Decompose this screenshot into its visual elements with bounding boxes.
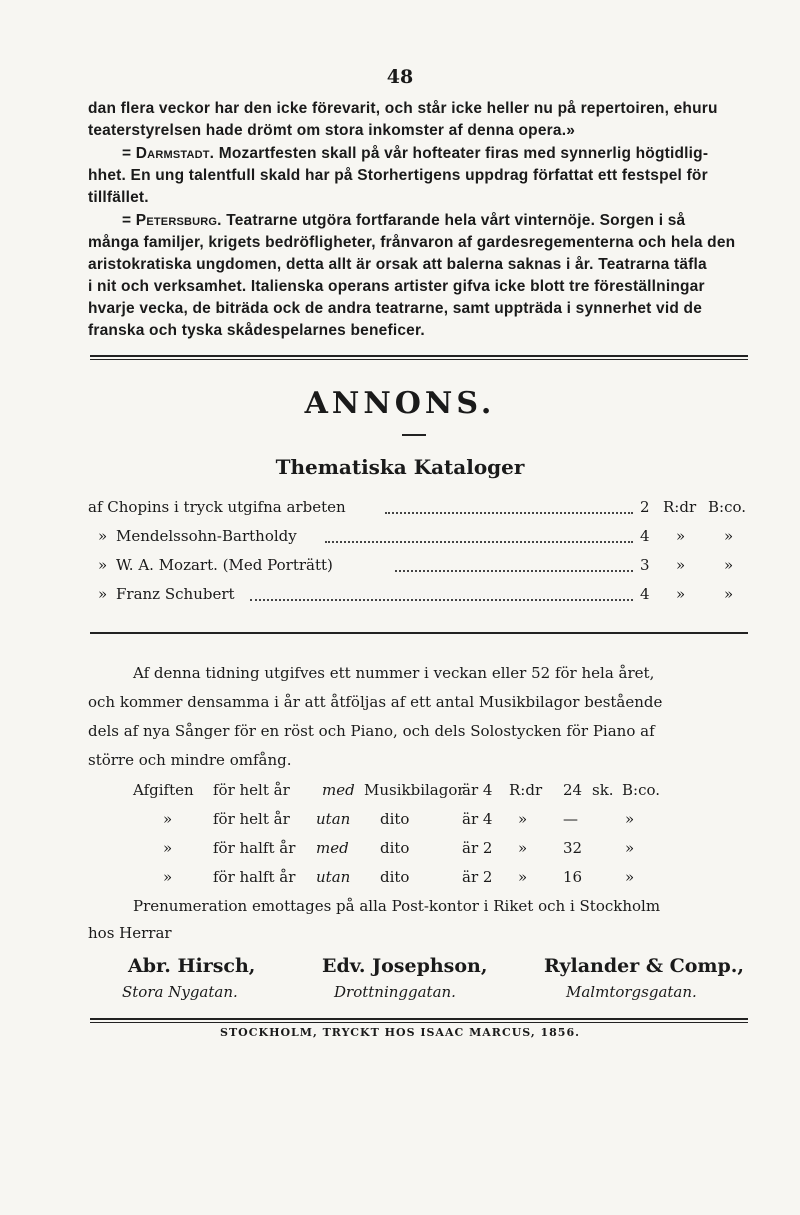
fee-desc: för helt år (213, 781, 290, 799)
divider (90, 1018, 748, 1020)
catalog-name: Chopins i tryck utgifna arbeten (107, 498, 346, 516)
fee-ar: är 2 (462, 839, 493, 857)
petersburg-text: Teatrarne utgöra fortfarande hela vårt vinternöje. Sorgen i så (226, 212, 686, 229)
imprint: STOCKHOLM, TRYCKT HOS ISAAC MARCUS, 1856. (220, 1026, 580, 1039)
prenumeration-line: hos Herrar (88, 924, 172, 942)
fee-ar: är 2 (462, 868, 493, 886)
catalog-prefix: » (98, 556, 108, 574)
fee-unit: » (518, 868, 528, 886)
catalog-currency: B:co. (708, 498, 747, 516)
seller-name: Abr. Hirsch, (128, 955, 256, 977)
news-line: franska och tyska skådespelarnes beneficer. (88, 322, 425, 339)
fee-lead: » (163, 839, 173, 857)
leader-dots (385, 512, 633, 514)
subscription-line: dels af nya Sånger för en röst och Piano, och dels Solostycken för Piano af (88, 722, 655, 740)
catalog-currency: » (724, 585, 734, 603)
fee-amount: 32 (563, 839, 583, 857)
fee-desc-modifier: med (322, 781, 355, 799)
page-number: 48 (386, 66, 414, 88)
place-darmstadt: Darmstadt. (135, 145, 215, 162)
divider (90, 355, 748, 357)
catalog-unit: » (676, 527, 686, 545)
catalog-unit: » (676, 585, 686, 603)
fee-desc-item: dito (380, 839, 410, 857)
dash: = (122, 212, 132, 229)
divider (90, 359, 748, 360)
fee-amount: — (563, 810, 578, 828)
dash: = (122, 145, 132, 162)
seller-street: Drottninggatan. (334, 983, 456, 1001)
fee-desc-modifier: utan (316, 868, 351, 886)
subscription-line: större och mindre omfång. (88, 751, 292, 769)
fee-amount-unit: sk. (592, 781, 614, 799)
fee-desc-modifier: med (316, 839, 349, 857)
news-line: teaterstyrelsen hade drömt om stora inkomster af denna opera.» (88, 122, 576, 139)
annons-subtitle: Thematiska Kataloger (275, 455, 525, 479)
news-petersburg (122, 212, 685, 230)
prenumeration-line: Prenumeration emottages på alla Post-kontor i Riket och i Stockholm (133, 897, 661, 915)
catalog-price: 4 (640, 527, 650, 545)
catalog-currency: » (724, 556, 734, 574)
fee-unit: » (518, 810, 528, 828)
catalog-name: Mendelssohn-Bartholdy (116, 527, 297, 545)
darmstadt-text: Mozartfesten skall på vår hofteater firas med synnerlig högtidlig- (218, 145, 709, 162)
catalog-prefix: » (98, 527, 108, 545)
fee-currency: » (625, 810, 635, 828)
news-line: aristokratiska ungdomen, detta allt är orsak att balerna saknas i år. Teatrarna täfla (88, 256, 707, 273)
catalog-name: Franz Schubert (116, 585, 235, 603)
fee-unit: » (518, 839, 528, 857)
news-line: hvarje vecka, de biträda ock de andra teatrarne, samt uppträda i synnerhet vid de (88, 300, 703, 317)
news-line: i nit och verksamhet. Italienska operans artister gifva icke blott tre föreställningar (88, 278, 705, 295)
fee-lead: » (163, 810, 173, 828)
fee-lead: » (163, 868, 173, 886)
seller-street: Stora Nygatan. (122, 983, 238, 1001)
fee-desc-modifier: utan (316, 810, 351, 828)
fee-desc: för halft år (213, 868, 296, 886)
catalog-unit: » (676, 556, 686, 574)
seller-name: Edv. Josephson, (322, 955, 488, 977)
fee-unit: R:dr (509, 781, 543, 799)
leader-dots (325, 541, 633, 543)
leader-dots (250, 599, 633, 601)
fee-currency: B:co. (622, 781, 661, 799)
seller-street: Malmtorgsgatan. (566, 983, 697, 1001)
leader-dots (395, 570, 633, 572)
catalog-unit: R:dr (663, 498, 697, 516)
news-line: tillfället. (88, 189, 149, 206)
fee-ar: är 4 (462, 781, 493, 799)
catalog-prefix: » (98, 585, 108, 603)
fee-currency: » (625, 839, 635, 857)
catalog-price: 2 (640, 498, 650, 516)
subscription-line: Af denna tidning utgifves ett nummer i veckan eller 52 för hela året, (133, 664, 655, 682)
fee-amount: 16 (563, 868, 583, 886)
fee-desc: för halft år (213, 839, 296, 857)
catalog-price: 3 (640, 556, 650, 574)
fee-currency: » (625, 868, 635, 886)
annons-title: ANNONS. (304, 386, 496, 421)
news-line: hhet. En ung talentfull skald har på Storhertigens uppdrag författat ett festspel för (88, 167, 708, 184)
subscription-line: och kommer densamma i år att åtföljas af ett antal Musikbilagor bestående (88, 693, 663, 711)
divider (90, 1022, 748, 1023)
catalog-currency: » (724, 527, 734, 545)
seller-name: Rylander & Comp., (544, 955, 745, 977)
place-petersburg: Petersburg. (135, 212, 222, 229)
divider (90, 632, 748, 634)
fee-ar: är 4 (462, 810, 493, 828)
fee-lead: Afgiften (133, 781, 194, 799)
short-rule (402, 434, 426, 436)
news-line: många familjer, krigets bedröfligheter, frånvaron af gardesregementerna och hela den (88, 234, 736, 251)
fee-desc-item: Musikbilagor (364, 781, 465, 799)
catalog-prefix: af (88, 498, 103, 516)
news-darmstadt (122, 145, 708, 163)
catalog-name: W. A. Mozart. (Med Porträtt) (116, 556, 333, 574)
catalog-row (88, 498, 346, 516)
fee-amount: 24 (563, 781, 583, 799)
fee-desc-item: dito (380, 810, 410, 828)
catalog-price: 4 (640, 585, 650, 603)
fee-desc-item: dito (380, 868, 410, 886)
news-line: dan flera veckor har den icke förevarit, och står icke heller nu på repertoiren, ehuru (88, 100, 718, 117)
fee-desc: för helt år (213, 810, 290, 828)
